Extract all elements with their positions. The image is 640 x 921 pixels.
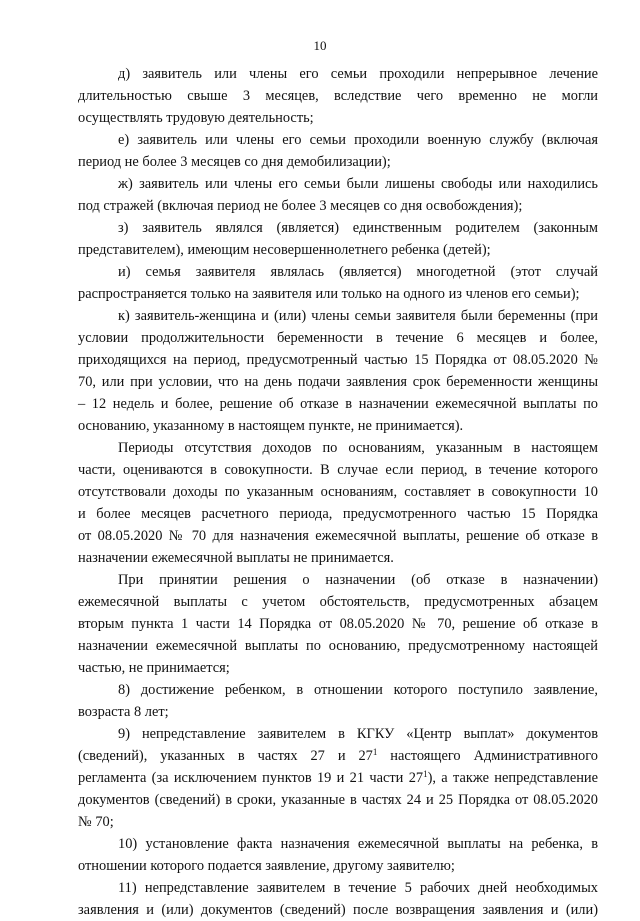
text-line: осуществлять трудовую деятельность;	[78, 110, 314, 126]
text-line: приходящихся на период, предусмотренный частью 15 Порядка от 08.05.2020 №	[78, 352, 598, 368]
text-line: д) заявитель или члены его семьи проходили непрерывное лечение	[118, 66, 598, 82]
text-line: документов (сведений) в сроки, указанные в частях 24 и 25 Порядка от 08.05.2020	[78, 792, 598, 808]
paragraph-e	[78, 129, 598, 173]
text-line: под стражей (включая период не более 3 месяцев со дня освобождения);	[78, 198, 523, 214]
text-line: отсутствовали доходы по указанным основаниям, составляет в совокупности 10	[78, 484, 598, 500]
text-line: период не более 3 месяцев со дня демобилизации);	[78, 154, 391, 170]
paragraph-zh	[78, 173, 598, 217]
text-line: 11) непредставление заявителем в течение 5 рабочих дней необходимых	[118, 880, 598, 896]
text-line: представителем), имеющим несовершеннолетнего ребенка (детей);	[78, 242, 491, 258]
text-line: е) заявитель или члены его семьи проходили военную службу (включая	[118, 132, 598, 148]
text-line: возраста 8 лет;	[78, 704, 169, 720]
text-fragment: (сведений), указанных в частях 27 и 27	[78, 748, 373, 764]
paragraph-i	[78, 261, 598, 305]
page-number: 10	[313, 38, 327, 53]
text-line: 9) непредставление заявителем в КГКУ «Центр выплат» документов	[118, 726, 598, 742]
superscript: 1	[423, 769, 428, 779]
text-line: ежемесячной выплаты с учетом обстоятельств, предусмотренных абзацем	[78, 594, 598, 610]
paragraph-d	[78, 63, 598, 129]
text-line: условии продолжительности беременности в течение 6 месяцев и более,	[78, 330, 598, 346]
paragraph-8	[78, 679, 598, 723]
text-line: вторым пункта 1 части 14 Порядка от 08.05.2020 № 70, решение об отказе в	[78, 616, 598, 632]
text-fragment: ), а также непредставление	[427, 770, 598, 786]
text-line: и) семья заявителя являлась (является) многодетной (этот случай	[118, 264, 598, 280]
text-line: отношении которого подается заявление, другому заявителю;	[78, 858, 455, 874]
paragraph-z	[78, 217, 598, 261]
text-line: ж) заявитель или члены его семьи были лишены свободы или находились	[118, 176, 598, 192]
text-line: Периоды отсутствия доходов по основаниям, указанным в настоящем	[118, 440, 598, 456]
text-line: длительностью свыше 3 месяцев, вследствие чего временно не могли	[78, 88, 598, 104]
text-line: № 70;	[78, 814, 114, 830]
text-fragment: регламента (за исключением пунктов 19 и 21 части 27	[78, 770, 424, 786]
paragraph-k	[78, 305, 598, 437]
paragraph-periods	[78, 437, 598, 569]
text-line: распространяется только на заявителя или только на одного из членов его семьи);	[78, 286, 580, 302]
text-line: от 08.05.2020 № 70 для назначения ежемесячной выплаты, решение об отказе в	[78, 528, 598, 544]
paragraph-11	[78, 877, 598, 921]
text-line: части, оцениваются в совокупности. В случае если период, в течение которого	[78, 462, 598, 478]
text-line: 70, или при условии, что на день подачи заявления срок беременности женщины	[78, 374, 598, 390]
text-line: назначении ежемесячной выплаты по основанию, предусмотренному настоящей	[78, 638, 598, 654]
paragraph-10	[78, 833, 598, 877]
text-line-with-superscript	[78, 745, 598, 767]
text-line: з) заявитель являлся (является) единственным родителем (законным	[118, 220, 598, 236]
text-line: – 12 недель и более, решение об отказе в назначении ежемесячной выплаты по	[78, 396, 598, 412]
text-line: назначении ежемесячной выплаты не принимается.	[78, 550, 394, 566]
text-line: основанию, указанному в настоящем пункте, не принимается).	[78, 418, 464, 434]
superscript: 1	[372, 747, 378, 757]
document-body	[78, 63, 598, 921]
text-line: к) заявитель-женщина и (или) члены семьи заявителя были беременны (при	[118, 308, 598, 324]
text-line-with-superscript	[78, 767, 598, 789]
text-line: 10) установление факта назначения ежемесячной выплаты на ребенка, в	[118, 836, 598, 852]
paragraph-9	[78, 723, 598, 833]
paragraph-decision	[78, 569, 598, 679]
text-line: заявления и (или) документов (сведений) после возвращения заявления и (или)	[78, 902, 598, 918]
text-line: и более месяцев расчетного периода, предусмотренного частью 15 Порядка	[78, 506, 598, 522]
text-line: частью, не принимается;	[78, 660, 230, 676]
text-line: При принятии решения о назначении (об отказе в назначении)	[118, 572, 598, 588]
text-fragment: настоящего Административного	[377, 748, 598, 764]
text-line: 8) достижение ребенком, в отношении которого поступило заявление,	[118, 682, 598, 698]
